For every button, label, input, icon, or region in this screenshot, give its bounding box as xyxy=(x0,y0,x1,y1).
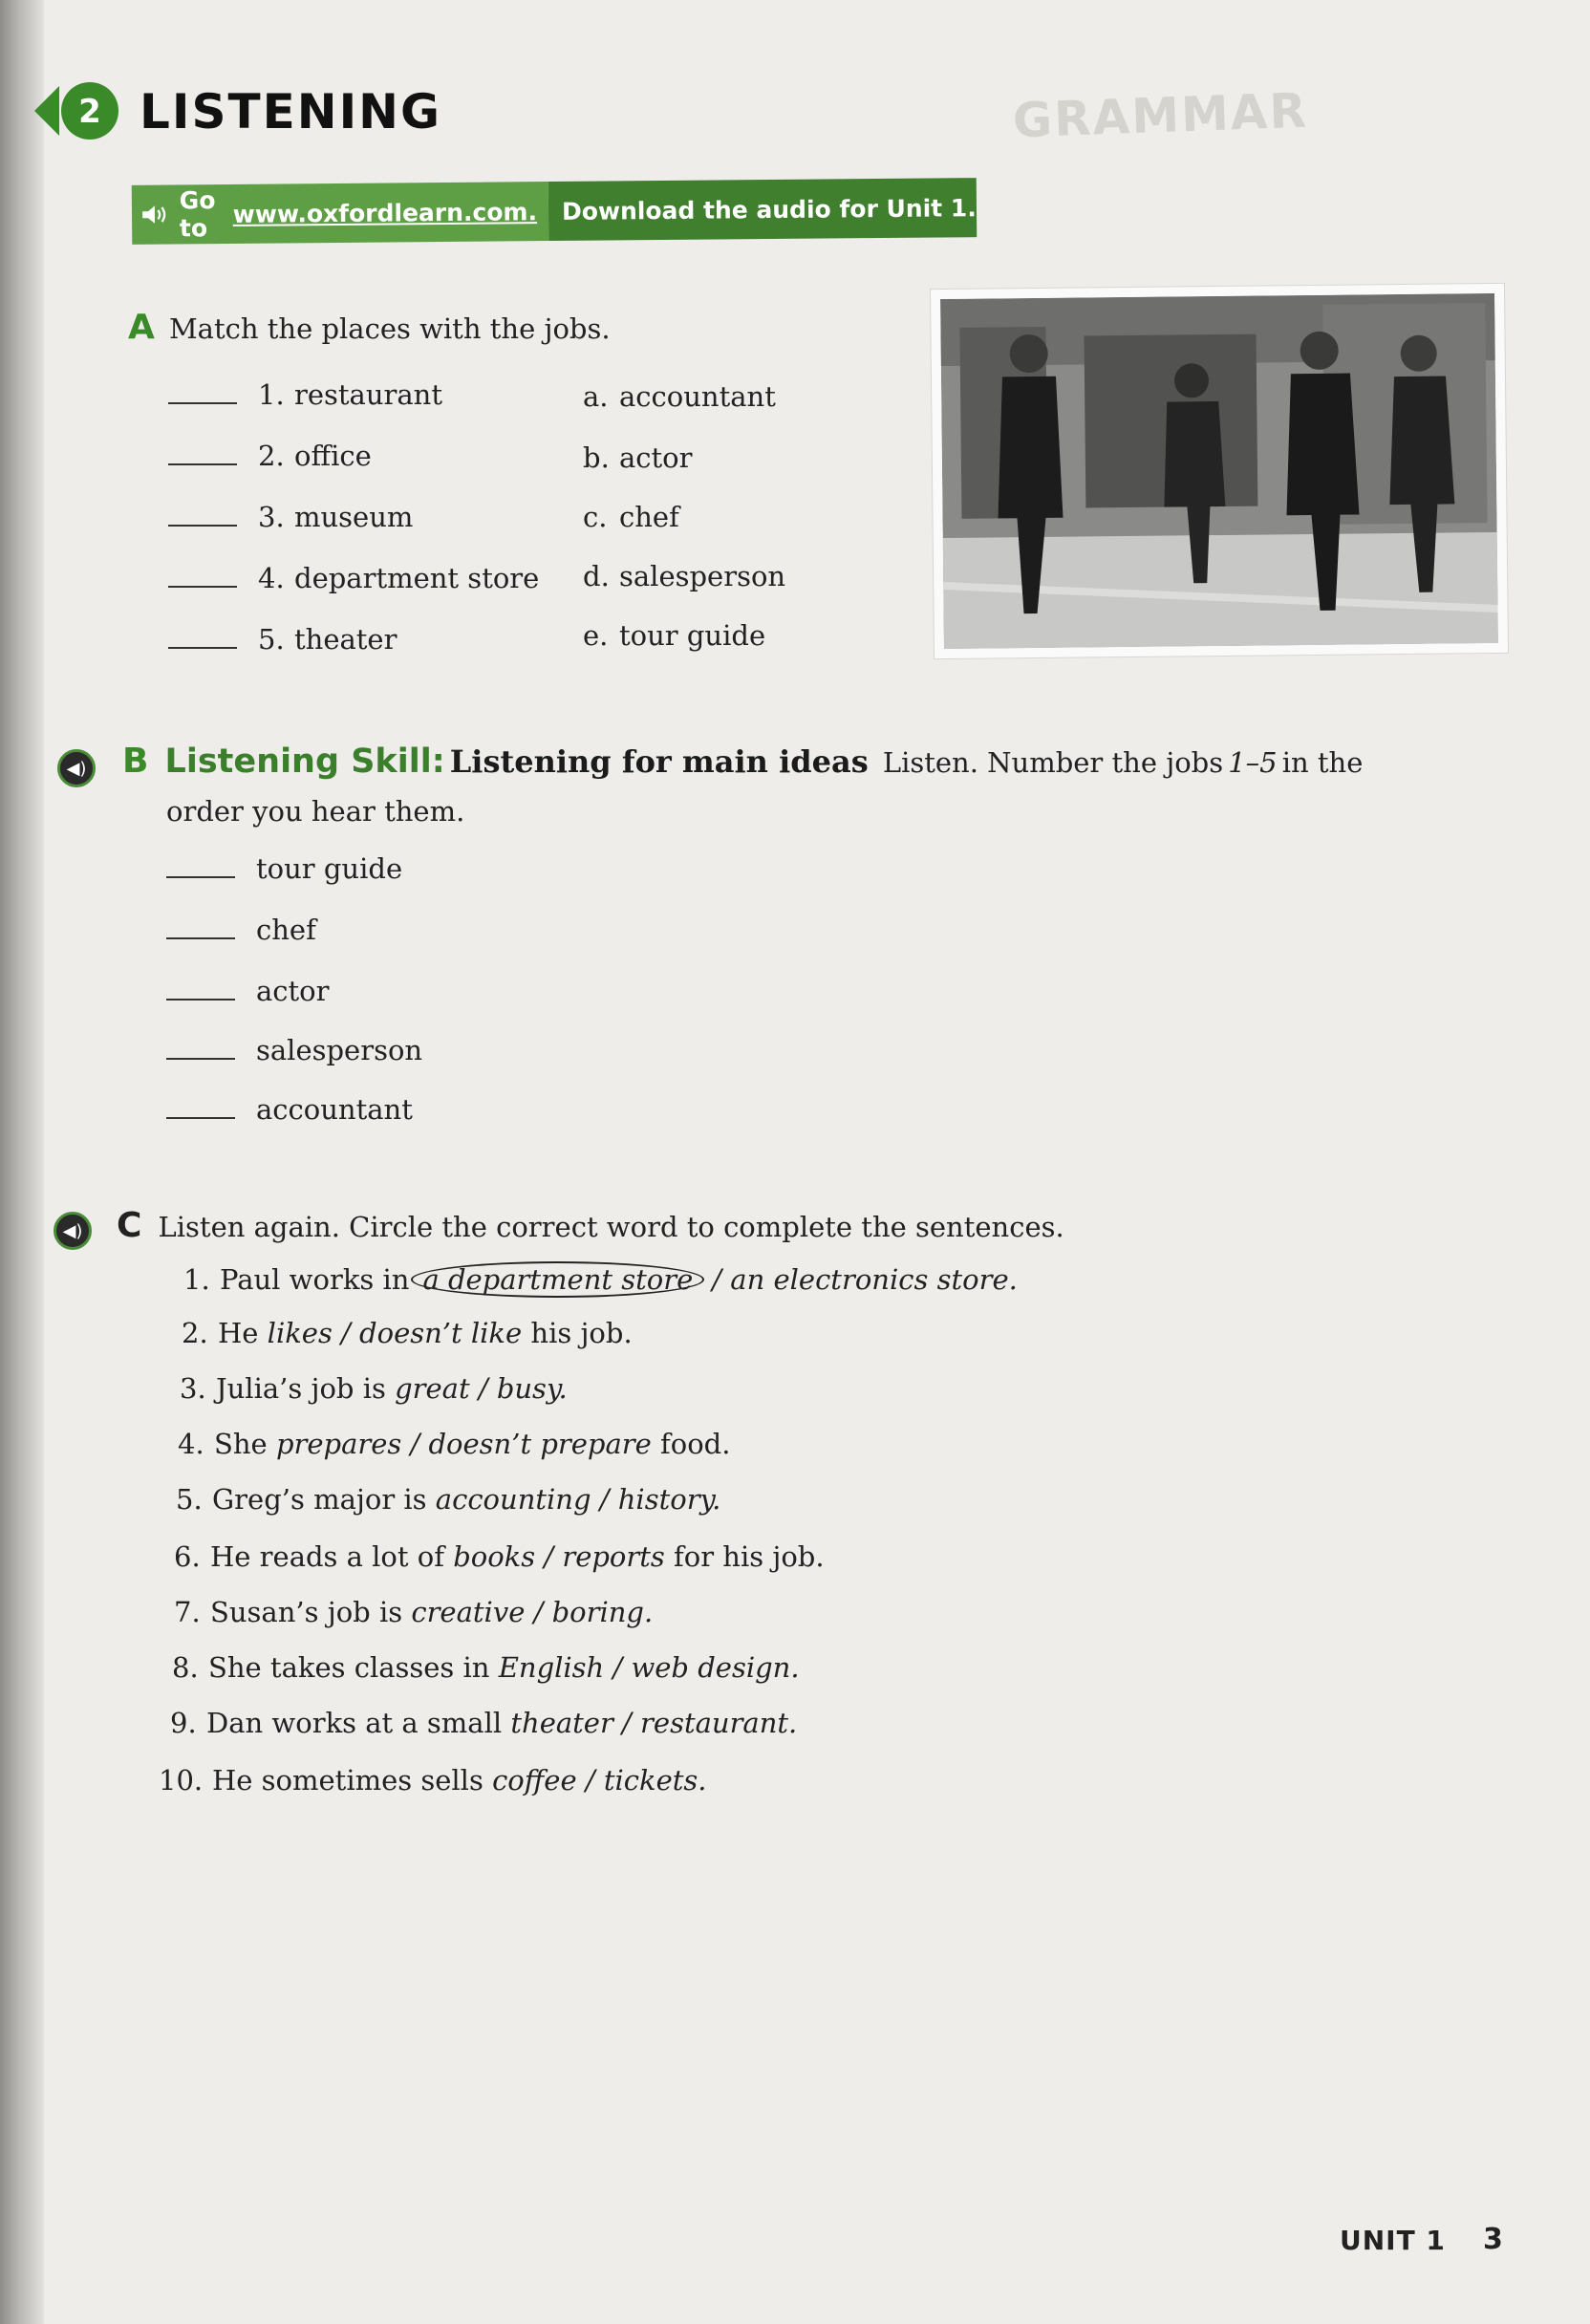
audio-play-icon[interactable]: ◀) xyxy=(57,749,96,787)
place-text: office xyxy=(294,440,372,472)
part-a-header xyxy=(128,308,611,347)
answer-option[interactable]: English / web design. xyxy=(498,1651,800,1684)
sentence-row: 8. She takes classes in English / web design. xyxy=(172,1651,800,1684)
section-number: 2 xyxy=(78,93,101,131)
answer-blank[interactable] xyxy=(166,1057,235,1060)
job-text: salesperson xyxy=(619,560,786,592)
part-b-range: 1–5 xyxy=(1228,746,1278,779)
audio-play-icon[interactable]: ◀) xyxy=(54,1212,92,1250)
job-order-text: salesperson xyxy=(256,1034,423,1066)
sentence-row: 3. Julia’s job is great / busy. xyxy=(180,1372,568,1405)
place-row: 4. department store xyxy=(168,562,539,594)
part-b-instruction-line2: order you hear them. xyxy=(166,795,465,828)
job-order-row xyxy=(166,1093,413,1126)
book-spine-shadow xyxy=(0,0,44,2324)
sentence-row: 2. He likes / doesn’t like his job. xyxy=(182,1317,633,1349)
answer-option[interactable]: prepares / doesn’t prepare xyxy=(275,1428,652,1460)
job-text: accountant xyxy=(619,380,776,413)
banner-go-to: Go to xyxy=(179,186,216,243)
photo-illustration xyxy=(940,293,1498,649)
place-row: 5. theater xyxy=(168,623,397,656)
answer-blank[interactable] xyxy=(166,998,235,1001)
part-b-instruction-2: in the xyxy=(1281,746,1364,779)
answer-option[interactable]: likes / doesn’t like xyxy=(267,1317,523,1349)
answer-blank[interactable] xyxy=(168,463,237,465)
part-c-header xyxy=(117,1206,1064,1245)
sentence-row: 5. Greg’s major is accounting / history. xyxy=(176,1483,721,1516)
page-number: 3 xyxy=(1483,2223,1503,2256)
answer-option[interactable]: creative / boring. xyxy=(411,1596,654,1628)
part-a-instruction: Match the places with the jobs. xyxy=(168,312,611,345)
answer-option[interactable]: accounting / history. xyxy=(435,1483,721,1516)
answer-blank[interactable] xyxy=(166,1116,235,1119)
part-b-header xyxy=(122,742,1363,781)
part-b-instruction-1: Listen. Number the jobs xyxy=(882,746,1224,779)
answer-blank[interactable] xyxy=(168,401,237,404)
answer-blank[interactable] xyxy=(168,646,237,649)
part-c-letter: C xyxy=(117,1206,142,1245)
sentence-row: 10. He sometimes sells coffee / tickets. xyxy=(159,1764,707,1797)
audio-banner xyxy=(132,178,978,245)
banner-link-area[interactable] xyxy=(132,182,549,245)
job-order-row xyxy=(166,975,330,1007)
sentence-row: 6. He reads a lot of books / reports for his job. xyxy=(174,1540,825,1573)
place-text: department store xyxy=(294,562,540,594)
section-title: LISTENING xyxy=(140,84,442,140)
answer-option[interactable]: / an electronics store. xyxy=(712,1263,1018,1296)
section-number-badge xyxy=(34,80,126,141)
place-text: restaurant xyxy=(294,378,443,411)
sentence-row: 4. She prepares / doesn’t prepare food. xyxy=(178,1428,731,1460)
job-row: d. salesperson xyxy=(583,560,786,592)
job-order-text: actor xyxy=(256,975,330,1007)
bleed-through-text: GRAMMAR xyxy=(1012,82,1309,149)
answer-blank[interactable] xyxy=(168,585,237,588)
sentence-row: 9. Dan works at a small theater / restaurant. xyxy=(170,1707,798,1739)
job-order-text: tour guide xyxy=(256,852,403,885)
part-c-instruction: Listen again. Circle the correct word to complete the sentences. xyxy=(158,1211,1064,1243)
place-text: museum xyxy=(294,501,414,533)
banner-download-text: Download the audio for Unit 1. xyxy=(548,178,978,241)
answer-option[interactable]: coffee / tickets. xyxy=(492,1764,707,1797)
answer-blank[interactable] xyxy=(166,936,235,939)
place-text: theater xyxy=(294,623,398,656)
place-row: 3. museum xyxy=(168,501,413,533)
circled-answer[interactable]: a department store xyxy=(411,1261,704,1298)
part-b-letter: B xyxy=(122,742,149,781)
sentence-row: 7. Susan’s job is creative / boring. xyxy=(174,1596,654,1628)
place-row: 2. office xyxy=(168,440,372,472)
job-row: e. tour guide xyxy=(583,619,766,652)
sentence-row: 1. Paul works in a department store / an electronics store. xyxy=(183,1263,1018,1296)
job-order-text: accountant xyxy=(256,1093,413,1126)
answer-option[interactable]: books / reports xyxy=(453,1540,665,1573)
answer-option[interactable]: theater / restaurant. xyxy=(510,1707,798,1739)
job-text: actor xyxy=(619,441,693,474)
job-order-text: chef xyxy=(256,914,316,946)
job-row: c. chef xyxy=(583,501,679,533)
footer-unit-label: UNIT 1 xyxy=(1340,2225,1446,2256)
skill-label: Listening Skill: xyxy=(164,742,445,781)
job-order-row xyxy=(166,1034,422,1066)
job-row: a. accountant xyxy=(583,380,776,413)
business-people-photo xyxy=(931,284,1508,658)
answer-option[interactable]: great / busy. xyxy=(395,1372,568,1405)
answer-blank[interactable] xyxy=(168,524,237,527)
job-text: chef xyxy=(619,501,679,533)
banner-url-link[interactable]: www.oxfordlearn.com. xyxy=(232,197,538,228)
place-row: 1. restaurant xyxy=(168,378,442,411)
part-a-letter: A xyxy=(128,308,155,347)
job-order-row xyxy=(166,852,402,885)
job-text: tour guide xyxy=(619,619,766,652)
skill-title: Listening for main ideas xyxy=(449,743,869,780)
speaker-icon xyxy=(141,198,168,232)
answer-blank[interactable] xyxy=(166,875,235,878)
job-row: b. actor xyxy=(583,441,693,474)
job-order-row xyxy=(166,914,316,946)
